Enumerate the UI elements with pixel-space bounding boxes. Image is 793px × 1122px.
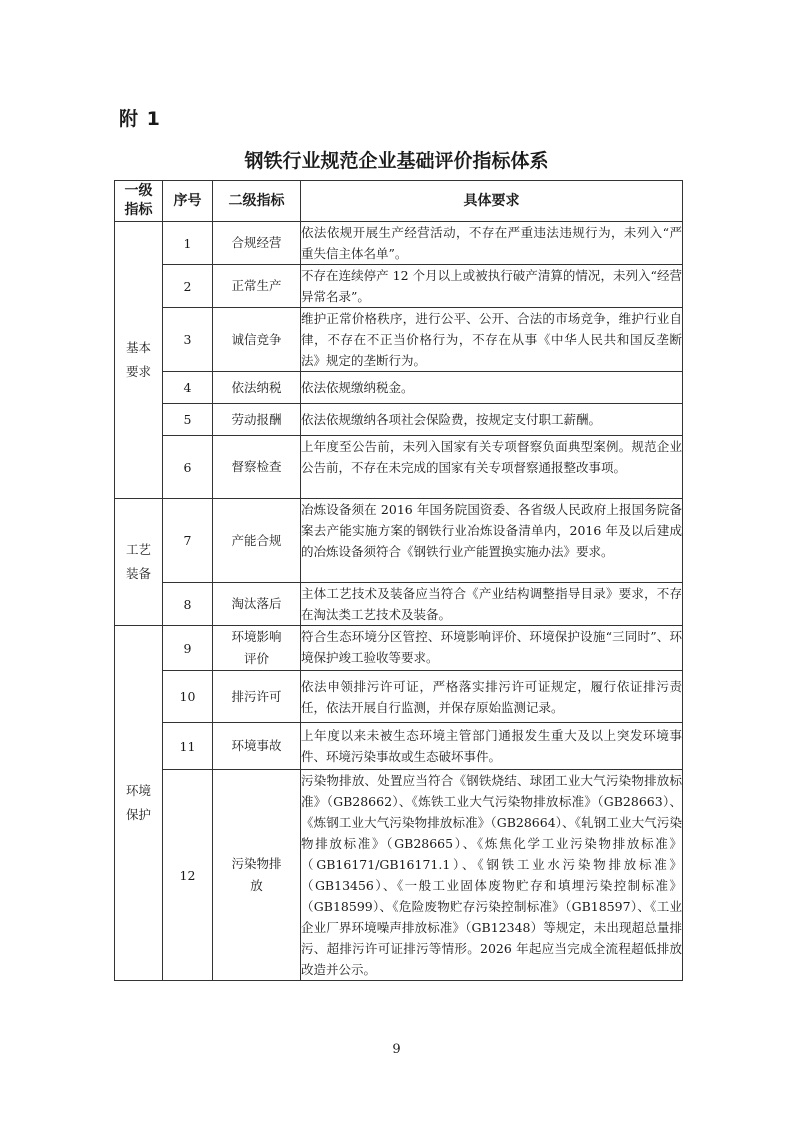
- header-requirement: 具体要求: [301, 181, 683, 222]
- row-requirement: 依法依规缴纳各项社会保险费，按规定支付职工薪酬。: [301, 404, 683, 436]
- row-requirement: 依法依规缴纳税金。: [301, 372, 683, 404]
- header-number: 序号: [163, 181, 213, 222]
- category-process: 工艺装备: [115, 499, 163, 626]
- row-number: 1: [163, 222, 213, 265]
- table-row: [115, 436, 683, 499]
- table-row: [115, 222, 683, 265]
- row-number: 7: [163, 499, 213, 583]
- row-indicator: 环境影响评价: [213, 626, 301, 671]
- row-indicator: 依法纳税: [213, 372, 301, 404]
- row-number: 5: [163, 404, 213, 436]
- table-row: [115, 770, 683, 981]
- row-number: 11: [163, 723, 213, 770]
- page-number: 9: [392, 1042, 401, 1057]
- table-row: [115, 404, 683, 436]
- row-number: 8: [163, 583, 213, 626]
- row-indicator: 劳动报酬: [213, 404, 301, 436]
- row-indicator: 正常生产: [213, 265, 301, 308]
- table-row: [115, 723, 683, 770]
- header-second-level: 二级指标: [213, 181, 301, 222]
- table-row: [115, 265, 683, 308]
- document-title: 钢铁行业规范企业基础评价指标体系: [244, 150, 549, 172]
- row-indicator: 环境事故: [213, 723, 301, 770]
- indicator-table: [114, 180, 683, 981]
- row-indicator: 排污许可: [213, 671, 301, 723]
- row-indicator: 合规经营: [213, 222, 301, 265]
- row-requirement: 依法申领排污许可证，严格落实排污许可证规定，履行依证排污责任，依法开展自行监测，并保存原始监测记录。: [301, 671, 683, 723]
- table-row: [115, 671, 683, 723]
- row-requirement: 上年度以来未被生态环境主管部门通报发生重大及以上突发环境事件、环境污染事故或生态破坏事件。: [301, 723, 683, 770]
- row-requirement: 上年度至公告前，未列入国家有关专项督察负面典型案例。规范企业公告前，不存在未完成的国家有关专项督察通报整改事项。: [301, 436, 683, 499]
- table-row: [115, 583, 683, 626]
- row-requirement: 冶炼设备须在 2016 年国务院国资委、各省级人民政府上报国务院备案去产能实施方案的钢铁行业冶炼设备清单内，2016 年及以后建成的冶炼设备须符合《钢铁行业产能置换实施办法》要求。: [301, 499, 683, 583]
- row-requirement: 符合生态环境分区管控、环境影响评价、环境保护设施“三同时”、环境保护竣工验收等要求。: [301, 626, 683, 671]
- row-number: 6: [163, 436, 213, 499]
- row-requirement: 维护正常价格秩序，进行公平、公开、合法的市场竞争，维护行业自律，不存在不正当价格行为，不存在从事《中华人民共和国反垄断法》规定的垄断行为。: [301, 308, 683, 372]
- row-number: 4: [163, 372, 213, 404]
- row-number: 2: [163, 265, 213, 308]
- row-indicator: 污染物排放: [213, 770, 301, 981]
- row-number: 9: [163, 626, 213, 671]
- table-row: [115, 372, 683, 404]
- row-indicator: 淘汰落后: [213, 583, 301, 626]
- attachment-label: 附 1: [119, 108, 161, 130]
- row-requirement: 污染物排放、处置应当符合《钢铁烧结、球团工业大气污染物排放标准》（GB28662）、《炼铁工业大气污染物排放标准》（GB28663）、《炼钢工业大气污染物排放标准》（GB28664）、《轧钢工业大气污染物排放标准》（GB28665）、《炼焦化学工业污染物排放标准》（GB16171/GB16171.1）、《钢铁工业水污染物排放标准》（GB13456）、《一般工业固体废物贮存和填埋污染控制标准》（GB18599）、《危险废物贮存污染控制标准》（GB18597）、《工业企业厂界环境噪声排放标准》（GB12348）等规定，未出现超总量排污、超排污许可证排污等情形。2026 年起应当完成全流程超低排放改造并公示。: [301, 770, 683, 981]
- row-requirement: 不存在连续停产 12 个月以上或被执行破产清算的情况，未列入“经营异常名录”。: [301, 265, 683, 308]
- row-indicator: 产能合规: [213, 499, 301, 583]
- category-environment: 环境保护: [115, 626, 163, 981]
- table-row: [115, 499, 683, 583]
- row-indicator: 督察检查: [213, 436, 301, 499]
- category-basic: 基本要求: [115, 222, 163, 499]
- header-first-level: 一级指标: [115, 181, 163, 222]
- row-indicator: 诚信竞争: [213, 308, 301, 372]
- table-row: [115, 626, 683, 671]
- table-header-row: [115, 181, 683, 222]
- row-requirement: 依法依规开展生产经营活动，不存在严重违法违规行为，未列入“严重失信主体名单”。: [301, 222, 683, 265]
- row-number: 3: [163, 308, 213, 372]
- row-number: 10: [163, 671, 213, 723]
- row-number: 12: [163, 770, 213, 981]
- table-row: [115, 308, 683, 372]
- row-requirement: 主体工艺技术及装备应当符合《产业结构调整指导目录》要求，不存在淘汰类工艺技术及装备。: [301, 583, 683, 626]
